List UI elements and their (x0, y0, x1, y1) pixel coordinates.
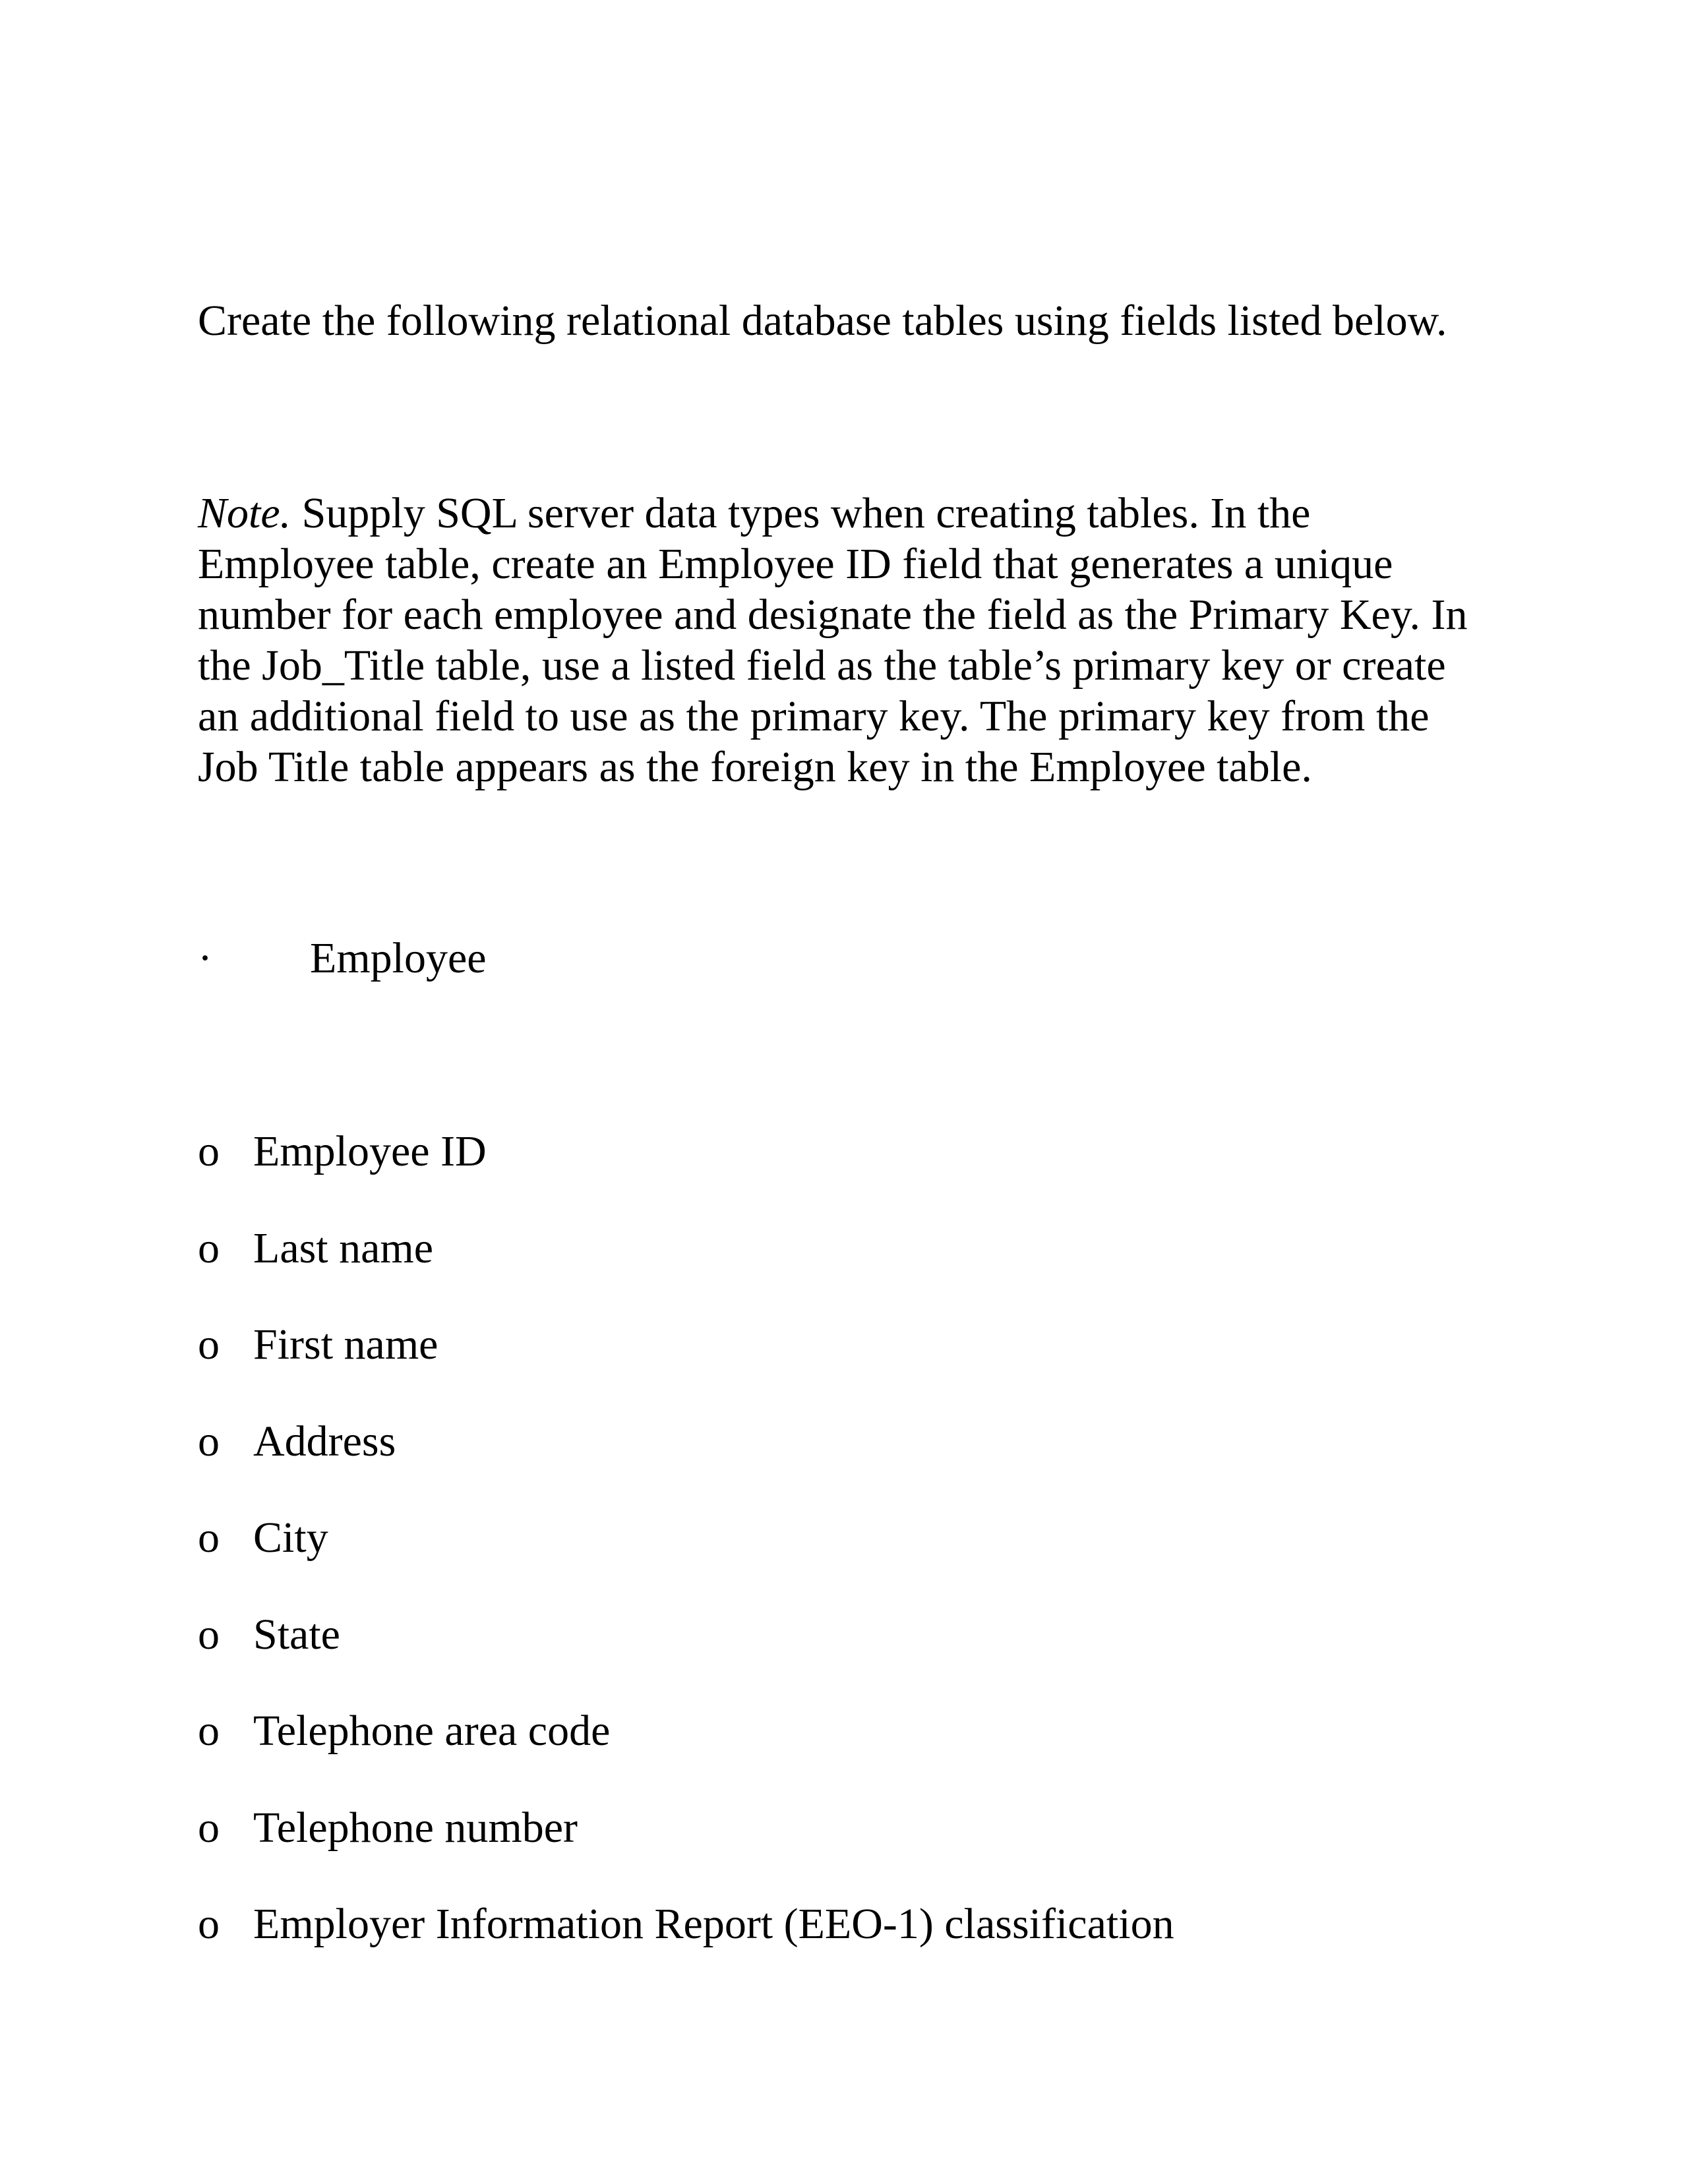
list-marker: o (198, 1224, 220, 1272)
note-paragraph (198, 488, 1648, 792)
list-marker: o (198, 1610, 220, 1659)
field-label: City (253, 1514, 328, 1562)
list-marker: o (198, 1320, 220, 1369)
intro-paragraph: Create the following relational database tables using fields listed below. (198, 297, 1447, 345)
note-line-6: Job Title table appears as the foreign key in the Employee table. (198, 743, 1312, 791)
note-label: Note. (198, 489, 291, 537)
list-marker: o (198, 1900, 220, 1948)
list-marker: o (198, 1127, 220, 1175)
field-label: Employee ID (253, 1127, 487, 1175)
note-line-5: an additional field to use as the primary key. The primary key from the (198, 692, 1430, 740)
field-label: State (253, 1610, 340, 1659)
field-label: Address (253, 1417, 396, 1465)
field-label: Telephone number (253, 1803, 578, 1852)
note-line-4: the Job_Title table, use a listed field as the table’s primary key or create (198, 641, 1446, 690)
list-marker: o (198, 1803, 220, 1852)
field-label: Employer Information Report (EEO-1) classification (253, 1900, 1174, 1948)
note-line-1 (198, 488, 1648, 539)
note-line-2: Employee table, create an Employee ID field that generates a unique (198, 540, 1393, 588)
note-line-3: number for each employee and designate the field as the Primary Key. In (198, 591, 1468, 639)
field-label: Telephone area code (253, 1707, 611, 1755)
field-label: First name (253, 1320, 438, 1369)
section-title: Employee (310, 934, 487, 982)
list-marker: o (198, 1514, 220, 1562)
field-label: Last name (253, 1224, 434, 1272)
list-marker: o (198, 1417, 220, 1465)
section-bullet: · (198, 934, 212, 982)
list-marker: o (198, 1707, 220, 1755)
note-line-1-text: Supply SQL server data types when creating tables. In the (291, 489, 1311, 537)
